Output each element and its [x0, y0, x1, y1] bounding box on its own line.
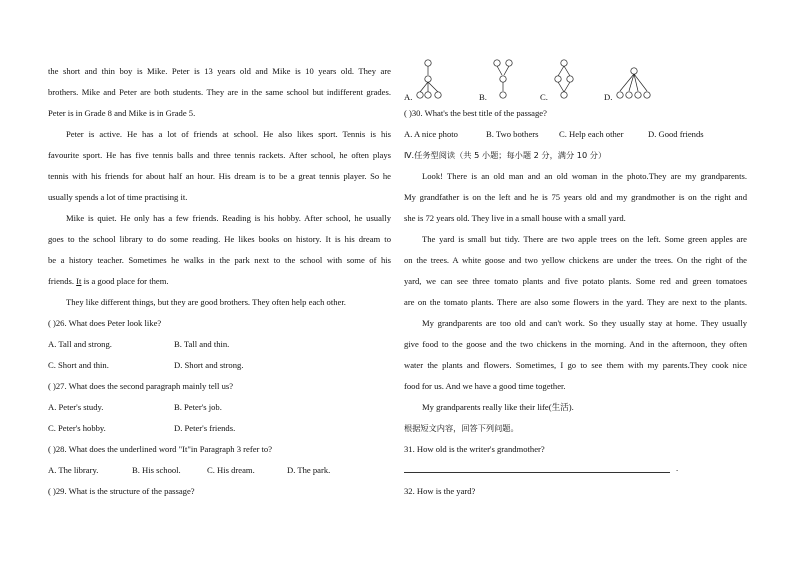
structure-diagram-c[interactable]: [540, 58, 600, 102]
passage-line: The yard is small but tidy. There are two apple trees on the left. Some green apples are: [422, 234, 747, 244]
passage-line: [48, 276, 169, 286]
question-text: 29. What is the structure of the passage?: [55, 486, 195, 496]
question-29: [48, 486, 195, 496]
passage-line: Peter is in Grade 8 and Mike is in Grade 5.: [48, 108, 196, 118]
question-text: 28. What does the underlined word "It"in Paragraph 3 refer to?: [55, 444, 273, 454]
option-c[interactable]: C. Peter's hobby.: [48, 423, 106, 433]
question-28: [48, 444, 272, 454]
answer-blank-31[interactable]: [404, 472, 670, 473]
passage-line: tennis with his friends for about half an hour. His dream is to be a great tennis player. So he: [48, 171, 391, 181]
passage-line: usually spends a lot of time practising it.: [48, 192, 188, 202]
option-b[interactable]: B. Peter's job.: [174, 402, 222, 412]
structure-diagram-b[interactable]: [479, 58, 539, 102]
question-text: 27. What does the second paragraph mainly tell us?: [55, 381, 234, 391]
passage-line: They like different things, but they are good brothers. They often help each other.: [66, 297, 346, 307]
question-30: [404, 108, 547, 118]
question-text: 30. What's the best title of the passage?: [411, 108, 547, 118]
option-c[interactable]: C. Help each other: [559, 129, 624, 139]
option-b[interactable]: B. His school.: [132, 465, 181, 475]
answer-bracket[interactable]: ( ): [48, 318, 56, 328]
diagram-label: C.: [540, 92, 548, 102]
passage-line: food for us. And we have a good time together.: [404, 381, 566, 391]
underlined-word-it: It: [76, 276, 82, 286]
answer-bracket[interactable]: ( ): [48, 486, 56, 496]
passage-line: brothers. Mike and Peter are both students. They are in the same school but indifferent grades.: [48, 87, 391, 97]
instruction-text: 根据短文内容，回答下列问题。: [404, 423, 519, 433]
passage-line: water the plants and flowers. Sometimes, I go to see them with my parents.They cook nice: [404, 360, 747, 370]
section-title: Ⅳ.任务型阅读（共 5 小题；每小题 2 分，满分 10 分）: [404, 150, 607, 160]
passage-line: on the trees. A white goose and two yellow chickens are under the trees. On the right of the: [404, 255, 747, 265]
answer-bracket[interactable]: ( ): [48, 444, 56, 454]
passage-line: favourite sport. He has five tennis balls and three tennis rackets. After school, he often plays: [48, 150, 391, 160]
answer-bracket[interactable]: ( ): [48, 381, 56, 391]
structure-diagram-d[interactable]: [604, 58, 664, 102]
passage-line: yard, we can see three tomato plants and five potato plants. Some red and green tomatoes: [404, 276, 747, 286]
diagram-label: A.: [404, 92, 413, 102]
passage-line: are on the tomato plants. There are also some flowers in the yard. They are next to the plants.: [404, 297, 747, 307]
option-b[interactable]: B. Two bothers: [486, 129, 539, 139]
option-d[interactable]: D. Short and strong.: [174, 360, 244, 370]
passage-line: goes to the school library to do some reading. He likes books on history. It is his dream to: [48, 234, 391, 244]
diagram-label: B.: [479, 92, 487, 102]
passage-line: My grandparents are too old and can't work. So they usually stay at home. They usually: [422, 318, 747, 328]
passage-line: Look! There is an old man and an old woman in the photo.They are my grandparents.: [422, 171, 747, 181]
blank-end-mark: .: [676, 463, 679, 473]
option-c[interactable]: C. Short and thin.: [48, 360, 109, 370]
question-32: 32. How is the yard?: [404, 486, 476, 496]
passage-line: be a history teacher. Sometimes he walks in the park next to the school with some of his: [48, 255, 391, 265]
diagram-b-graphic: [489, 58, 529, 102]
question-31: 31. How old is the writer's grandmother?: [404, 444, 545, 454]
option-d[interactable]: D. Peter's friends.: [174, 423, 236, 433]
diagram-a-graphic: [414, 58, 454, 102]
option-d[interactable]: D. Good friends: [648, 129, 704, 139]
diagram-c-graphic: [550, 58, 590, 102]
structure-diagram-a[interactable]: [404, 58, 464, 102]
option-b[interactable]: B. Tall and thin.: [174, 339, 230, 349]
passage-text: is a good place for them.: [81, 276, 169, 286]
option-d[interactable]: D. The park.: [287, 465, 331, 475]
diagram-label: D.: [604, 92, 613, 102]
question-text: 26. What does Peter look like?: [55, 318, 162, 328]
passage-line: My grandparents really like their life(生活).: [422, 402, 574, 412]
passage-line: she is 72 years old. They live in a small house with a small yard.: [404, 213, 626, 223]
passage-text: friends.: [48, 276, 75, 286]
option-a[interactable]: A. A nice photo: [404, 129, 458, 139]
passage-line: Peter is active. He has a lot of friends at school. He also likes sport. Tennis is his: [66, 129, 391, 139]
question-27: [48, 381, 233, 391]
passage-line: My grandfather is on the left and he is 75 years old and my grandmother is on the right and: [404, 192, 747, 202]
question-26: [48, 318, 161, 328]
passage-line: give food to the goose and the two chickens in the morning. And in the afternoon, they often: [404, 339, 747, 349]
answer-bracket[interactable]: ( ): [404, 108, 412, 118]
option-c[interactable]: C. His dream.: [207, 465, 255, 475]
option-a[interactable]: A. The library.: [48, 465, 99, 475]
passage-line: Mike is quiet. He only has a few friends. Reading is his hobby. After school, he usually: [66, 213, 391, 223]
option-a[interactable]: A. Tall and strong.: [48, 339, 112, 349]
passage-line: the short and thin boy is Mike. Peter is 13 years old and Mike is 10 years old. They are: [48, 66, 391, 76]
option-a[interactable]: A. Peter's study.: [48, 402, 104, 412]
diagram-d-graphic: [614, 58, 658, 102]
